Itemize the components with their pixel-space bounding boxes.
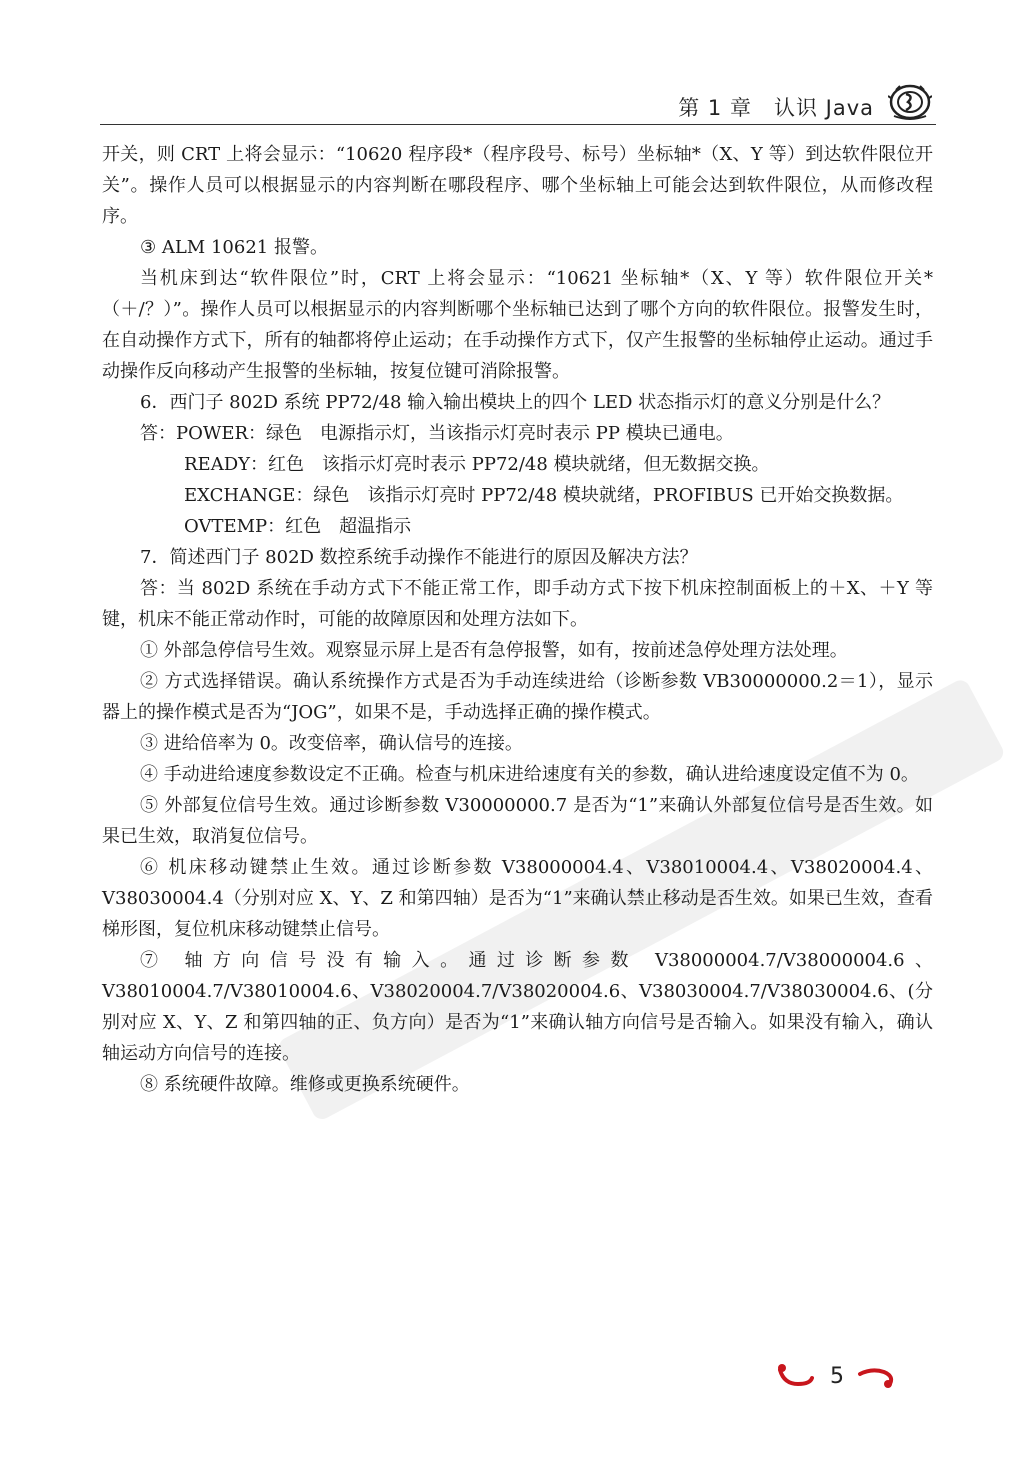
list-item: ① 外部急停信号生效。观察显示屏上是否有急停报警，如有，按前述急停处理方法处理。 <box>140 640 848 661</box>
page-number: 5 <box>830 1364 844 1389</box>
answer-line: OVTEMP：红色 超温指示 <box>184 516 412 537</box>
list-item: ⑤ 外部复位信号生效。通过诊断参数 V30000000.7 是否为“1”来确认外部复位信号是否生效。如果已生效，取消复位信号。 <box>102 795 933 847</box>
page-body <box>102 139 933 1100</box>
answer: 答：当 802D 系统在手动方式下不能正常工作，即手动方式下按下机床控制面板上的＋X、＋Y 等键，机床不能正常动作时，可能的故障原因和处理方法如下。 <box>102 578 933 630</box>
list-item: ⑦ 轴方向信号没有输入。通过诊断参数 V38000004.7/V38000004.6、V38010004.7/V38010004.6、V38020004.7/V38020004.6、V38030004.7/V38030004.6、(分别对应 X、Y、Z 和第四轴的正、负方向）是否为“1”来确认轴方向信号是否输入。如果没有输入，确认轴运动方向信号的连接。 <box>102 950 933 1064</box>
seal-logo-icon <box>888 84 932 122</box>
paragraph: 当机床到达“软件限位”时，CRT 上将会显示：“10621 坐标轴*（X、Y 等）软件限位开关*（＋/？）”。操作人员可以根据显示的内容判断哪个坐标轴已达到了哪个方向的软件限位。报警发生时，在自动操作方式下，所有的轴都将停止运动；在手动操作方式下，仅产生报警的坐标轴停止运动。通过手动操作反向移动产生报警的坐标轴，按复位键可消除报警。 <box>102 268 933 382</box>
page-header <box>100 82 936 125</box>
answer-line: EXCHANGE：绿色 该指示灯亮时 PP72/48 模块就绪，PROFIBUS 已开始交换数据。 <box>184 485 904 506</box>
list-item: ③ 进给倍率为 0。改变倍率，确认信号的连接。 <box>140 733 523 754</box>
list-item: ② 方式选择错误。确认系统操作方式是否为手动连续进给（诊断参数 VB30000000.2＝1），显示器上的操作模式是否为“JOG”，如果不是，手动选择正确的操作模式。 <box>102 671 933 723</box>
answer-line: 答：POWER：绿色 电源指示灯，当该指示灯亮时表示 PP 模块已通电。 <box>140 423 734 444</box>
list-item: ⑧ 系统硬件故障。维修或更换系统硬件。 <box>140 1074 470 1095</box>
paragraph: ③ ALM 10621 报警。 <box>140 237 328 258</box>
page-footer <box>776 1360 901 1400</box>
question: 6．西门子 802D 系统 PP72/48 输入输出模块上的四个 LED 状态指示灯的意义分别是什么？ <box>140 392 891 413</box>
paragraph: 开关，则 CRT 上将会显示：“10620 程序段*（程序段号、标号）坐标轴*（X、Y 等）到达软件限位开关”。操作人员可以根据显示的内容判断在哪段程序、哪个坐标轴上可能会达到软件限位，从而修改程序。 <box>102 144 933 227</box>
list-item: ⑥ 机床移动键禁止生效。通过诊断参数 V38000004.4、V38010004.4、V38020004.4、V38030004.4（分别对应 X、Y、Z 和第四轴）是否为“1”来确认禁止移动是否生效。如果已生效，查看梯形图，复位机床移动键禁止信号。 <box>102 857 933 940</box>
list-item: ④ 手动进给速度参数设定不正确。检查与机床进给速度有关的参数，确认进给速度设定值不为 0。 <box>140 764 919 785</box>
chapter-title: 第 1 章 认识 Java <box>678 96 874 120</box>
answer-line: READY：红色 该指示灯亮时表示 PP72/48 模块就绪，但无数据交换。 <box>184 454 770 475</box>
question: 7．简述西门子 802D 数控系统手动操作不能进行的原因及解决方法？ <box>140 547 698 568</box>
